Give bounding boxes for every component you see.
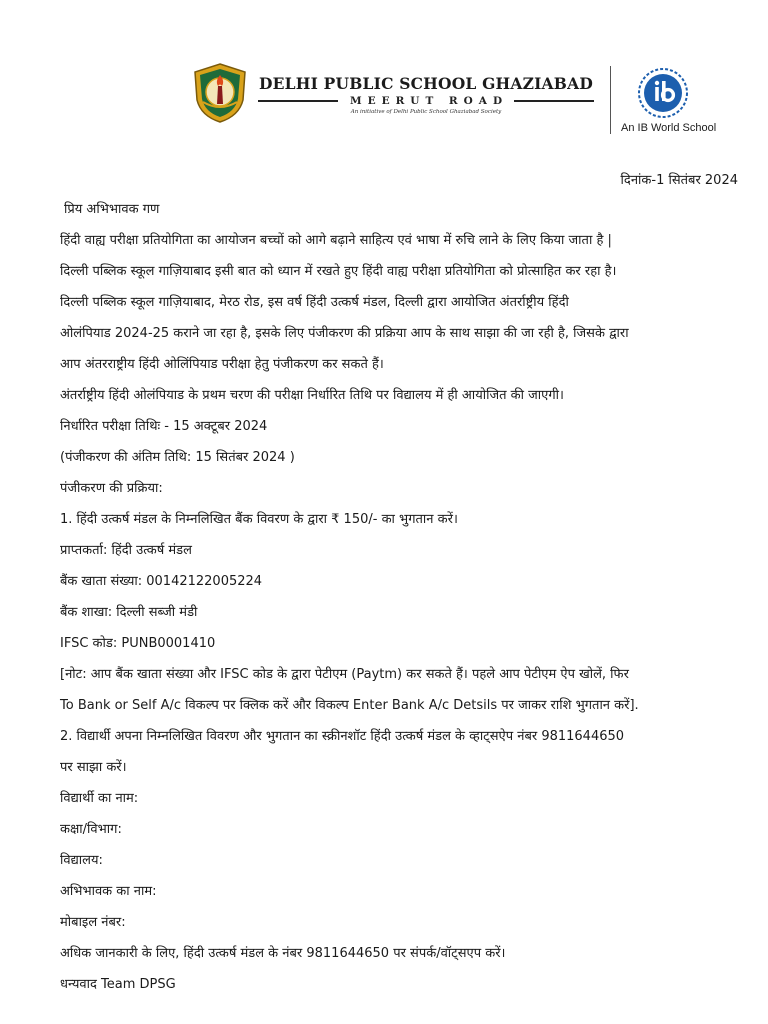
ib-caption: An IB World School <box>621 122 717 134</box>
exam-date-line: निर्धारित परीक्षा तिथिः - 15 अक्टूबर 2024 <box>60 419 268 434</box>
body-line: अंतर्राष्ट्रीय हिंदी ओलंपियाड के प्रथम चरण की परीक्षा निर्धारित तिथि पर विद्यालय में ही आयोजित की जाएगी। <box>60 388 564 403</box>
step-2-line: 2. विद्यार्थी अपना निम्नलिखित विवरण और भुगतान का स्क्रीनशॉट हिंदी उत्कर्ष मंडल के व्हाट्सऐप नंबर 9811644650 <box>60 729 625 744</box>
body-line: ओलंपियाड 2024-25 कराने जा रहा है, इसके लिए पंजीकरण की प्रक्रिया आप के साथ साझा की जा रही है, जिसके द्वारा <box>60 326 629 341</box>
field-class-section: कक्षा/विभाग: <box>60 822 122 837</box>
contact-line: अधिक जानकारी के लिए, हिंदी उत्कर्ष मंडल के नंबर 9811644650 पर संपर्क/वॉट्सएप करें। <box>60 946 506 961</box>
field-parent-name: अभिभावक का नाम: <box>60 884 157 899</box>
school-sub-row <box>258 95 594 107</box>
signoff: धन्यवाद Team DPSG <box>60 977 176 992</box>
bank-branch-line: बैंक शाखा: दिल्ली सब्जी मंडी <box>60 605 198 620</box>
school-sub: MEERUT ROAD <box>349 95 509 107</box>
body-line: आप अंतरराष्ट्रीय हिंदी ओलिंपियाड परीक्षा हेतु पंजीकरण कर सकते हैं। <box>60 357 384 372</box>
step-1-line: 1. हिंदी उत्कर्ष मंडल के निम्नलिखित बैंक विवरण के द्वारा ₹ 150/- का भुगतान करें। <box>60 512 458 527</box>
field-student-name: विद्यार्थी का नाम: <box>60 791 139 806</box>
body-line: दिल्ली पब्लिक स्कूल गाज़ियाबाद इसी बात को ध्यान में रखते हुए हिंदी वाह्य परीक्षा प्रतियोगिता को प्रोत्साहित कर रहा है। <box>60 264 617 279</box>
payee-line: प्राप्तकर्ता: हिंदी उत्कर्ष मंडल <box>60 543 192 558</box>
rule-right <box>514 100 594 102</box>
body-line: दिल्ली पब्लिक स्कूल गाज़ियाबाद, मेरठ रोड, इस वर्ष हिंदी उत्कर्ष मंडल, दिल्ली द्वारा आयोजित अंतर्राष्ट्रीय हिंदी <box>60 295 569 310</box>
note-line: To Bank or Self A/c विकल्प पर क्लिक करें और विकल्प Enter Bank A/c Detsils पर जाकर राशि भुगतान करें]. <box>60 698 639 713</box>
dps-crest-icon <box>189 62 251 124</box>
school-name-block <box>258 74 594 115</box>
school-name: DELHI PUBLIC SCHOOL GHAZIABAD <box>259 74 593 93</box>
process-heading: पंजीकरण की प्रक्रिया: <box>60 481 163 496</box>
field-school: विद्यालय: <box>60 853 103 868</box>
ifsc-line: IFSC कोड: PUNB0001410 <box>60 636 216 651</box>
registration-deadline-line: (पंजीकरण की अंतिम तिथि: 15 सितंबर 2024 ) <box>60 450 295 465</box>
account-number-line: बैंक खाता संख्या: 00142122005224 <box>60 574 263 589</box>
body-line: हिंदी वाह्य परीक्षा प्रतियोगिता का आयोजन बच्चों को आगे बढ़ाने साहित्य एवं भाषा में रुचि लाने के लिए किया जाता है | <box>60 233 612 248</box>
rule-left <box>258 100 338 102</box>
letter-date: दिनांक-1 सितंबर 2024 <box>620 173 738 188</box>
note-line: [नोट: आप बैंक खाता संख्या और IFSC कोड के द्वारा पेटीएम (Paytm) कर सकते हैं। पहले आप पेटीएम ऐप खोलें, फिर <box>60 667 629 682</box>
salutation: प्रिय अभिभावक गण <box>64 202 160 217</box>
header-divider <box>610 66 611 134</box>
ib-logo-icon <box>636 66 690 120</box>
field-mobile: मोबाइल नंबर: <box>60 915 126 930</box>
letterhead <box>0 0 768 150</box>
school-tagline: An initiative of Delhi Public School Ghaziabad Society <box>350 109 502 115</box>
step-2-line: पर साझा करें। <box>60 760 127 775</box>
